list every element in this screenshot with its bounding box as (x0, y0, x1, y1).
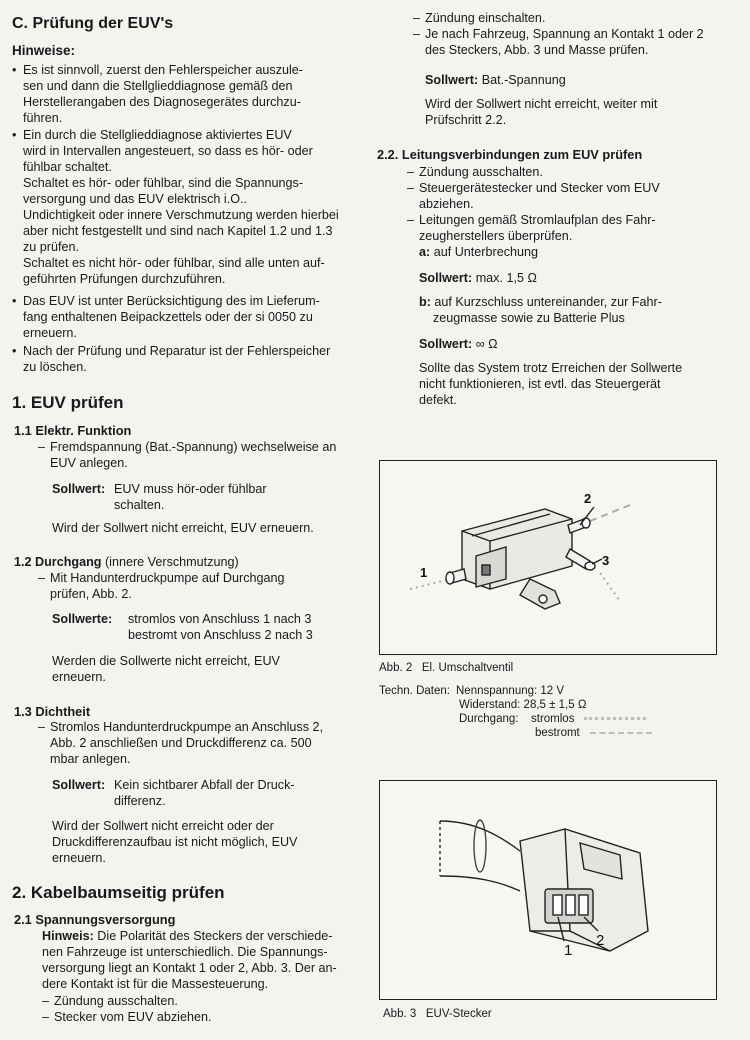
right-note: Wird der Sollwert nicht erreicht, weiter mit Prüfschritt 2.2. (425, 97, 658, 127)
section-c-title: C. Prüfung der EUV's (12, 15, 174, 32)
s11-sollwert: Sollwert: EUV muss hör-oder fühlbar schalten. (52, 482, 267, 512)
section-1-2-title: 1.2 Durchgang (innere Verschmutzung) (14, 555, 239, 569)
fig3-label-2: 2 (596, 932, 605, 949)
bullet-dot-icon: • (12, 63, 17, 77)
figure-3-caption: Abb. 3 EUV-Stecker (383, 1008, 492, 1020)
hinweis-bullet-2: • Ein durch die Stellglieddiagnose aktiviertes EUV wird in Intervallen angesteuert, so dass es hör- oder fühlbar schaltet. Schaltet es hör- oder fühlbar, sind die Spannungs- versorgung und das EUV elektrisch i.O.. Undichtigkeit oder innere Verschmutzung werden hierbei aber nicht festgestellt und sind nach Kapitel 1.2 und 1.3 zu prüfen. Schaltet es nicht hör- oder fühlbar, sind alle unten auf- geführten Prüfungen durchzuführen. (12, 128, 339, 286)
figure-3-frame (379, 780, 717, 1000)
bullet-dot-icon: • (12, 344, 17, 358)
dotted-line-legend-icon (584, 717, 646, 720)
s22-step-1: – Zündung ausschalten. (407, 165, 543, 179)
s11-step: – Fremdspannung (Bat.-Spannung) wechselweise an EUV anlegen. (38, 440, 337, 470)
s21-hinweis: Hinweis: Die Polarität des Steckers der verschiede- nen Fahrzeuge ist unterschiedlich. Die Spannungs- versorgung liegt an Kontakt 1 oder 2, Abb. 3. Der an- dere Kontakt ist für die Massesteuerung. (42, 929, 337, 991)
euv-connector-illustration (380, 781, 716, 999)
s22-note: Sollte das System trotz Erreichen der Sollwerte nicht funktionieren, ist evtl. das Steuergerät defekt. (419, 361, 683, 407)
s22-step-3: – Leitungen gemäß Stromlaufplan des Fahr- zeugherstellers überprüfen. (407, 213, 656, 243)
s12-step: – Mit Handunterdruckpumpe auf Durchgang prüfen, Abb. 2. (38, 571, 285, 601)
s13-sollwert: Sollwert: Kein sichtbarer Abfall der Druck- differenz. (52, 778, 295, 808)
hinweis-bullet-3: • Das EUV ist unter Berücksichtigung des im Lieferum- fang enthaltenen Beipackzettels oder der si 0050 zu erneuern. (12, 294, 320, 340)
s22-step-2: – Steuergerätestecker und Stecker vom EUV abziehen. (407, 181, 660, 211)
s13-step: – Stromlos Handunterdruckpumpe an Anschluss 2, Abb. 2 anschließen und Druckdifferenz ca. 500 mbar anlegen. (38, 720, 324, 766)
hinweise-heading: Hinweise: (12, 43, 76, 58)
section-1-title: 1. EUV prüfen (12, 393, 124, 412)
s13-note: Wird der Sollwert nicht erreicht oder der Druckdifferenzaufbau ist nicht möglich, EUV erneuern. (52, 819, 298, 865)
fig2-label-3: 3 (602, 553, 610, 568)
s22-b: b: auf Kurzschluss untereinander, zur Fahr- zeugmasse sowie zu Batterie Plus (419, 295, 662, 325)
section-1-3-title: 1.3 Dichtheit (14, 704, 91, 719)
bullet-dot-icon: • (12, 294, 17, 308)
section-2-2-title: 2.2. Leitungsverbindungen zum EUV prüfen (377, 147, 643, 162)
section-1-1-title: 1.1 Elektr. Funktion (14, 423, 132, 438)
s21-step-1: – Zündung ausschalten. (42, 994, 178, 1008)
right-step-2: – Je nach Fahrzeug, Spannung an Kontakt 1 oder 2 des Steckers, Abb. 3 und Masse prüfen. (413, 27, 704, 57)
dashed-line-legend-icon (590, 732, 652, 734)
s22-sollwert-2: Sollwert: ∞ Ω (419, 337, 498, 351)
s12-note: Werden die Sollwerte nicht erreicht, EUV erneuern. (52, 654, 280, 684)
s12-sollwerte: Sollwerte: stromlos von Anschluss 1 nach 3 bestromt von Anschluss 2 nach 3 (52, 612, 313, 642)
figure-2-frame (379, 460, 717, 655)
right-step-1: – Zündung einschalten. (413, 11, 546, 25)
fig2-label-1: 1 (420, 565, 428, 580)
s21-step-2: – Stecker vom EUV abziehen. (42, 1010, 212, 1024)
stromlos-legend: stromlos (531, 712, 646, 726)
s22-a: a: auf Unterbrechung (419, 245, 539, 259)
bullet-dot-icon: • (12, 128, 17, 142)
hinweis-bullet-1: • Es ist sinnvoll, zuerst den Fehlerspeicher auszule- sen und dann die Stellglieddiagnose gemäß den Herstellerangaben des Diagnosegerätes durchzu- führen. (12, 63, 303, 125)
figure-2-caption: Abb. 2 El. Umschaltventil (379, 662, 514, 674)
s22-sollwert-1: Sollwert: max. 1,5 Ω (419, 271, 537, 285)
solenoid-valve-illustration (380, 461, 716, 654)
section-2-1-title: 2.1 Spannungsversorgung (14, 912, 176, 927)
fig2-label-2: 2 (584, 491, 592, 506)
hinweis-bullet-4: • Nach der Prüfung und Reparatur ist der Fehlerspeicher zu löschen. (12, 344, 331, 374)
bestromt-legend: bestromt (535, 726, 652, 740)
fig3-label-1: 1 (564, 942, 573, 959)
section-2-title: 2. Kabelbaumseitig prüfen (12, 883, 225, 902)
right-sollwert: Sollwert: Bat.-Spannung (425, 73, 566, 87)
s11-note: Wird der Sollwert nicht erreicht, EUV erneuern. (52, 521, 314, 535)
